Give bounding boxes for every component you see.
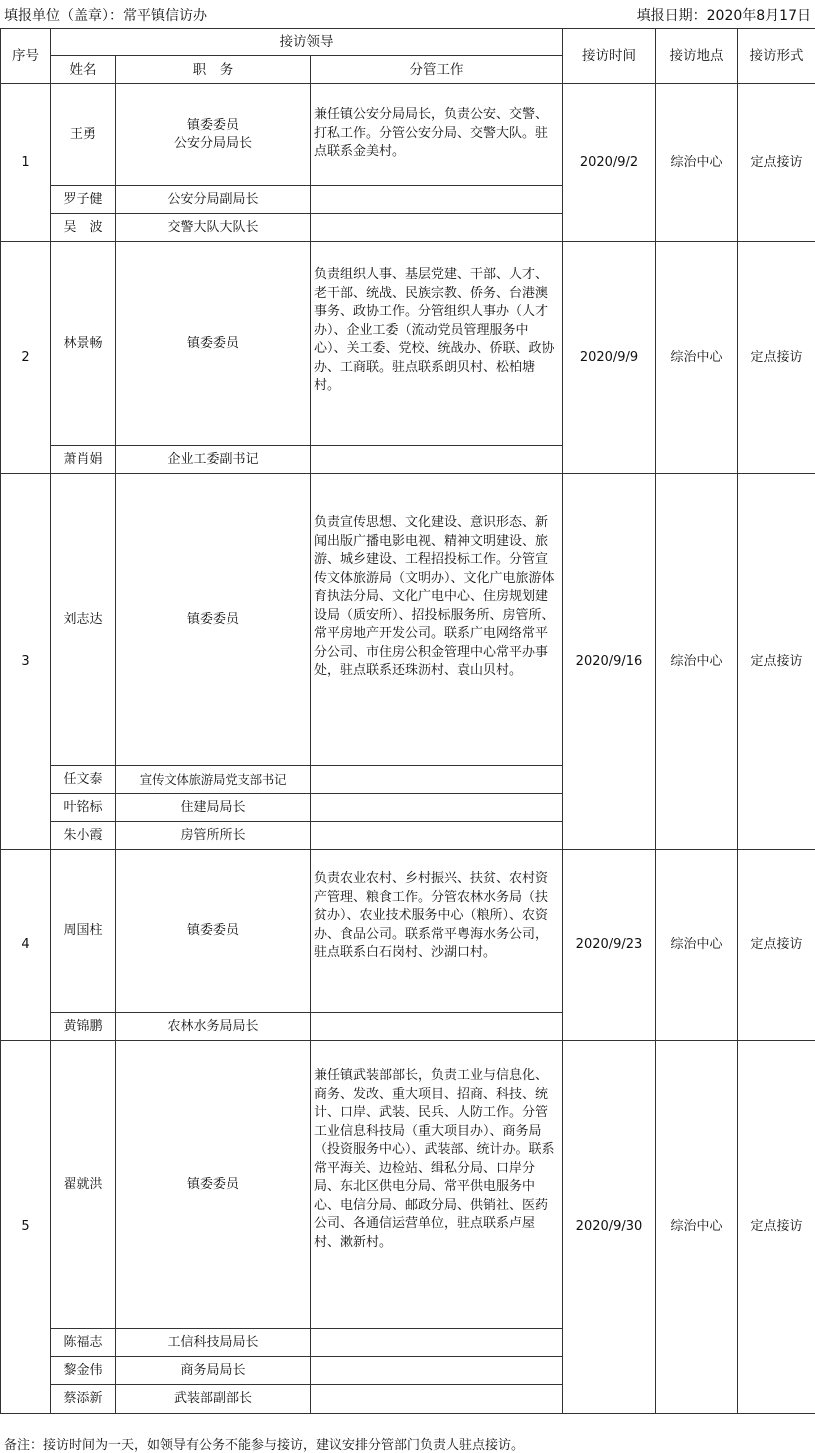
- header-position: 职 务: [116, 56, 311, 84]
- leader-duty: [311, 446, 563, 474]
- reception-place: 综治中心: [656, 474, 738, 850]
- reception-form: 定点接访: [738, 84, 815, 242]
- leader-duty: [311, 1329, 563, 1357]
- footnote: 备注：接访时间为一天，如领导有公务不能参与接访，建议安排分管部门负责人驻点接访。: [4, 1434, 524, 1453]
- leader-duty: 兼任镇武装部部长，负责工业与信息化、商务、发改、重大项目、招商、科技、统计、口岸、武装、民兵、人防工作。分管工业信息科技局（重大项目办）、商务局（投资服务中心）、武装部、统计办。联系常平海关、边检站、缉私分局、口岸分局、东北区供电分局、常平供电服务中心、电信分局、邮政分局、供销社、医药公司、各通信运营单位，驻点联系卢屋村、漱新村。: [311, 1041, 563, 1329]
- position-line: 镇委委员: [116, 922, 310, 940]
- leader-duty: [311, 186, 563, 214]
- position-line: 农林水务局局长: [116, 1018, 310, 1036]
- leader-duty: [311, 1357, 563, 1385]
- header-leader-group: 接访领导: [51, 29, 563, 56]
- position-line: 工信科技局局长: [116, 1334, 310, 1352]
- reception-time: 2020/9/2: [563, 84, 656, 242]
- leader-name: 黎金伟: [51, 1357, 116, 1385]
- reporting-date: 填报日期：2020年8月17日: [637, 5, 811, 25]
- leader-position: [116, 242, 311, 446]
- position-line: 宣传文体旅游局党支部书记: [116, 771, 310, 789]
- position-line: 公安分局副局长: [116, 191, 310, 209]
- leader-duty: 负责农业农村、乡村振兴、扶贫、农村资产管理、粮食工作。分管农林水务局（扶贫办）、农业技术服务中心（粮所）、农资办、食品公司。联系常平粤海水务公司，驻点联系白石岗村、沙湖口村。: [311, 850, 563, 1013]
- leader-duty: [311, 822, 563, 850]
- leader-position: [116, 1357, 311, 1385]
- reception-form: 定点接访: [738, 474, 815, 850]
- reception-time: 2020/9/16: [563, 474, 656, 850]
- leader-name: 黄锦鹏: [51, 1013, 116, 1041]
- header-seq: 序号: [1, 29, 51, 84]
- reception-time: 2020/9/23: [563, 850, 656, 1041]
- table-row: [1, 1041, 815, 1329]
- seq-cell: 1: [1, 84, 51, 242]
- reception-time: 2020/9/9: [563, 242, 656, 474]
- leader-duty: 兼任镇公安分局局长，负责公安、交警、打私工作。分管公安分局、交警大队。驻点联系金美村。: [311, 84, 563, 186]
- leader-name: 陈福志: [51, 1329, 116, 1357]
- leader-name: 王勇: [51, 84, 116, 186]
- leader-name: 林景畅: [51, 242, 116, 446]
- table-row: [1, 242, 815, 446]
- position-line: 企业工委副书记: [116, 451, 310, 469]
- leader-name: 翟就洪: [51, 1041, 116, 1329]
- leader-duty: [311, 1385, 563, 1414]
- position-line: 交警大队大队长: [116, 219, 310, 237]
- leader-position: [116, 1329, 311, 1357]
- header-form: 接访形式: [738, 29, 815, 84]
- leader-duty: [311, 766, 563, 794]
- leader-position: [116, 822, 311, 850]
- leader-position: [116, 84, 311, 186]
- leader-position: [116, 186, 311, 214]
- leader-position: [116, 1013, 311, 1041]
- position-line: 公安分局局长: [116, 135, 310, 153]
- leader-position: [116, 1385, 311, 1414]
- reception-place: 综治中心: [656, 1041, 738, 1414]
- leader-name: 周国柱: [51, 850, 116, 1013]
- reception-place: 综治中心: [656, 84, 738, 242]
- reception-time: 2020/9/30: [563, 1041, 656, 1414]
- table-row: [1, 474, 815, 766]
- position-line: 商务局局长: [116, 1362, 310, 1380]
- reception-place: 综治中心: [656, 242, 738, 474]
- seq-cell: 5: [1, 1041, 51, 1414]
- leader-position: [116, 214, 311, 242]
- leader-position: [116, 446, 311, 474]
- report-header: [0, 0, 815, 28]
- seq-cell: 4: [1, 850, 51, 1041]
- leader-name: 刘志达: [51, 474, 116, 766]
- leader-position: [116, 474, 311, 766]
- leader-name: 叶铭标: [51, 794, 116, 822]
- position-line: 镇委委员: [116, 1176, 310, 1194]
- leader-position: [116, 1041, 311, 1329]
- position-line: 房管所所长: [116, 827, 310, 845]
- header-name: 姓名: [51, 56, 116, 84]
- leader-position: [116, 766, 311, 794]
- position-line: 镇委委员: [116, 117, 310, 135]
- reception-schedule-table: [0, 28, 815, 1414]
- position-line: 镇委委员: [116, 611, 310, 629]
- header-duty: 分管工作: [311, 56, 563, 84]
- leader-position: [116, 850, 311, 1013]
- position-line: 住建局局长: [116, 799, 310, 817]
- header-place: 接访地点: [656, 29, 738, 84]
- leader-name: 任文泰: [51, 766, 116, 794]
- position-line: 武装部副部长: [116, 1390, 310, 1408]
- leader-name: 罗子健: [51, 186, 116, 214]
- leader-name: 吴 波: [51, 214, 116, 242]
- reception-place: 综治中心: [656, 850, 738, 1041]
- position-line: 镇委委员: [116, 335, 310, 353]
- leader-name: 蔡添新: [51, 1385, 116, 1414]
- seq-cell: 3: [1, 474, 51, 850]
- table-row: [1, 850, 815, 1013]
- header-time: 接访时间: [563, 29, 656, 84]
- seq-cell: 2: [1, 242, 51, 474]
- leader-name: 萧肖娟: [51, 446, 116, 474]
- leader-duty: 负责宣传思想、文化建设、意识形态、新闻出版广播电影电视、精神文明建设、旅游、城乡建设、工程招投标工作。分管宣传文体旅游局（文明办）、文化广电旅游体育执法分局、文化广电中心、住房规划建设局（质安所）、招投标服务所、房管所、常平房地产开发公司。联系广电网络常平分公司、市住房公积金管理中心常平办事处，驻点联系还珠沥村、袁山贝村。: [311, 474, 563, 766]
- reception-form: 定点接访: [738, 1041, 815, 1414]
- leader-position: [116, 794, 311, 822]
- table-row: [1, 84, 815, 186]
- leader-duty: [311, 1013, 563, 1041]
- reception-form: 定点接访: [738, 242, 815, 474]
- leader-name: 朱小霞: [51, 822, 116, 850]
- reception-form: 定点接访: [738, 850, 815, 1041]
- leader-duty: 负责组织人事、基层党建、干部、人才、老干部、统战、民族宗教、侨务、台港澳事务、政协工作。分管组织人事办（人才办）、企业工委（流动党员管理服务中心）、关工委、党校、统战办、侨联、政协办、工商联。驻点联系朗贝村、松柏塘村。: [311, 242, 563, 446]
- reporting-unit: 填报单位（盖章）：常平镇信访办: [4, 5, 207, 25]
- leader-duty: [311, 214, 563, 242]
- leader-duty: [311, 794, 563, 822]
